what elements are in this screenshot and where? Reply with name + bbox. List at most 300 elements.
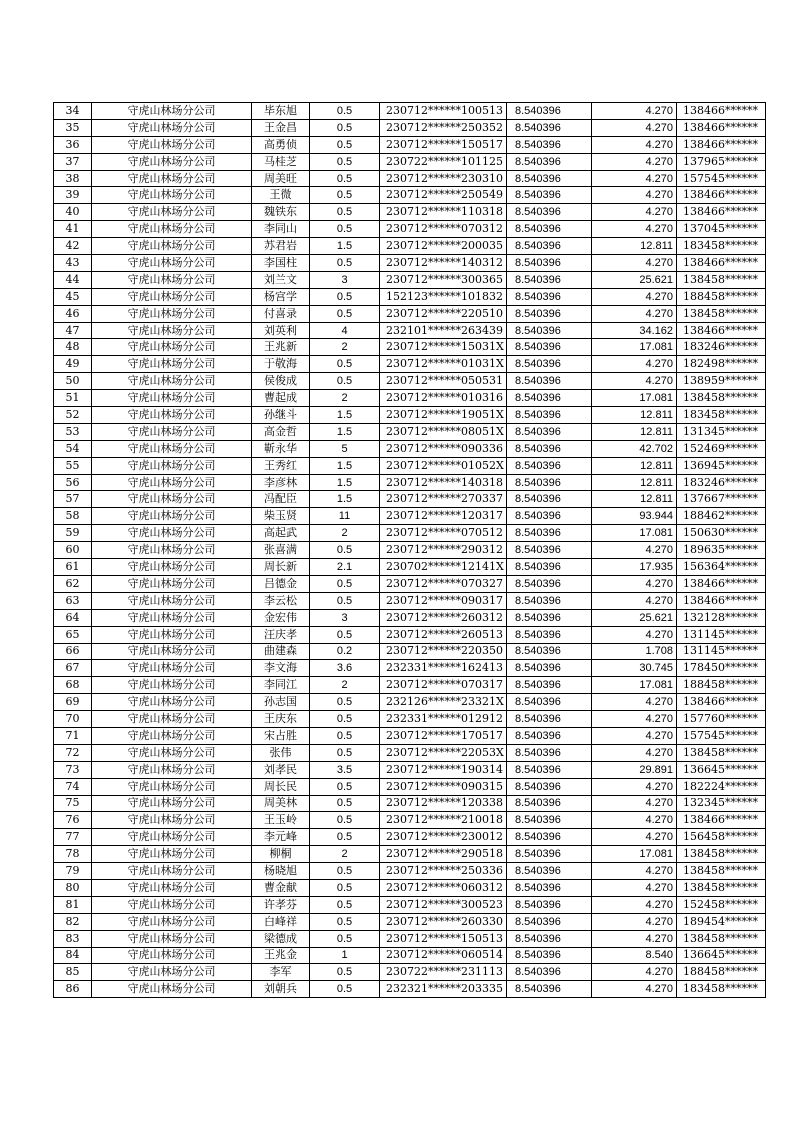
row-number-cell: 36 — [54, 136, 92, 153]
amount-cell: 17.081 — [592, 390, 677, 407]
amount-cell: 4.270 — [592, 913, 677, 930]
unit-cell: 守虎山林场分公司 — [92, 592, 252, 609]
unit-cell: 守虎山林场分公司 — [92, 896, 252, 913]
area-cell: 0.5 — [310, 863, 380, 880]
phone-cell: 132345****** — [677, 795, 766, 812]
row-number-cell: 42 — [54, 238, 92, 255]
amount-cell: 4.270 — [592, 170, 677, 187]
row-number-cell: 43 — [54, 255, 92, 272]
table-row — [54, 238, 766, 255]
row-number-cell: 81 — [54, 896, 92, 913]
unit-price-cell: 8.540396 — [507, 204, 592, 221]
phone-cell: 178450****** — [677, 660, 766, 677]
amount-cell: 4.270 — [592, 103, 677, 120]
unit-cell: 守虎山林场分公司 — [92, 981, 252, 998]
area-cell: 1 — [310, 947, 380, 964]
unit-cell: 守虎山林场分公司 — [92, 373, 252, 390]
unit-cell: 守虎山林场分公司 — [92, 829, 252, 846]
name-cell: 毕东旭 — [252, 103, 310, 120]
table-row — [54, 559, 766, 576]
phone-cell: 188458****** — [677, 288, 766, 305]
name-cell: 杨晓旭 — [252, 863, 310, 880]
table-row — [54, 373, 766, 390]
row-number-cell: 35 — [54, 119, 92, 136]
area-cell: 0.5 — [310, 575, 380, 592]
unit-cell: 守虎山林场分公司 — [92, 711, 252, 728]
area-cell: 0.2 — [310, 643, 380, 660]
phone-cell: 137045****** — [677, 221, 766, 238]
phone-cell: 138466****** — [677, 255, 766, 272]
id-number-cell: 230712******230310 — [380, 170, 507, 187]
unit-cell: 守虎山林场分公司 — [92, 322, 252, 339]
phone-cell: 188458****** — [677, 677, 766, 694]
unit-price-cell: 8.540396 — [507, 119, 592, 136]
name-cell: 柳桐 — [252, 846, 310, 863]
phone-cell: 156458****** — [677, 829, 766, 846]
id-number-cell: 230712******050531 — [380, 373, 507, 390]
table-row — [54, 575, 766, 592]
amount-cell: 17.081 — [592, 846, 677, 863]
area-cell: 0.5 — [310, 103, 380, 120]
unit-cell: 守虎山林场分公司 — [92, 863, 252, 880]
area-cell: 3.6 — [310, 660, 380, 677]
amount-cell: 12.811 — [592, 457, 677, 474]
table-row — [54, 609, 766, 626]
id-number-cell: 230712******270337 — [380, 491, 507, 508]
area-cell: 0.5 — [310, 879, 380, 896]
id-number-cell: 230712******250549 — [380, 187, 507, 204]
amount-cell: 12.811 — [592, 407, 677, 424]
row-number-cell: 38 — [54, 170, 92, 187]
unit-cell: 守虎山林场分公司 — [92, 778, 252, 795]
name-cell: 汪庆孝 — [252, 626, 310, 643]
id-number-cell: 230712******290518 — [380, 846, 507, 863]
unit-price-cell: 8.540396 — [507, 592, 592, 609]
phone-cell: 157760****** — [677, 711, 766, 728]
row-number-cell: 70 — [54, 711, 92, 728]
amount-cell: 4.270 — [592, 542, 677, 559]
name-cell: 孙继斗 — [252, 407, 310, 424]
table-row — [54, 390, 766, 407]
unit-price-cell: 8.540396 — [507, 626, 592, 643]
unit-cell: 守虎山林场分公司 — [92, 812, 252, 829]
table-row — [54, 896, 766, 913]
area-cell: 4 — [310, 322, 380, 339]
row-number-cell: 65 — [54, 626, 92, 643]
table-row — [54, 474, 766, 491]
unit-price-cell: 8.540396 — [507, 964, 592, 981]
name-cell: 苏君岩 — [252, 238, 310, 255]
phone-cell: 183458****** — [677, 238, 766, 255]
amount-cell: 12.811 — [592, 423, 677, 440]
amount-cell: 8.540 — [592, 947, 677, 964]
phone-cell: 138458****** — [677, 846, 766, 863]
area-cell: 0.5 — [310, 829, 380, 846]
phone-cell: 157545****** — [677, 727, 766, 744]
unit-cell: 守虎山林场分公司 — [92, 846, 252, 863]
amount-cell: 4.270 — [592, 863, 677, 880]
unit-cell: 守虎山林场分公司 — [92, 255, 252, 272]
table-row — [54, 727, 766, 744]
unit-cell: 守虎山林场分公司 — [92, 930, 252, 947]
unit-price-cell: 8.540396 — [507, 947, 592, 964]
table-row — [54, 930, 766, 947]
unit-price-cell: 8.540396 — [507, 423, 592, 440]
table-row — [54, 288, 766, 305]
amount-cell: 4.270 — [592, 711, 677, 728]
name-cell: 冯配臣 — [252, 491, 310, 508]
name-cell: 刘兰文 — [252, 271, 310, 288]
amount-cell: 30.745 — [592, 660, 677, 677]
id-number-cell: 152123******101832 — [380, 288, 507, 305]
unit-cell: 守虎山林场分公司 — [92, 947, 252, 964]
table-row — [54, 795, 766, 812]
unit-price-cell: 8.540396 — [507, 575, 592, 592]
amount-cell: 12.811 — [592, 474, 677, 491]
unit-cell: 守虎山林场分公司 — [92, 677, 252, 694]
amount-cell: 4.270 — [592, 153, 677, 170]
row-number-cell: 47 — [54, 322, 92, 339]
name-cell: 曲建森 — [252, 643, 310, 660]
phone-cell: 183246****** — [677, 474, 766, 491]
area-cell: 0.5 — [310, 288, 380, 305]
name-cell: 李同山 — [252, 221, 310, 238]
name-cell: 张喜满 — [252, 542, 310, 559]
name-cell: 魏铁东 — [252, 204, 310, 221]
unit-cell: 守虎山林场分公司 — [92, 508, 252, 525]
name-cell: 周美旺 — [252, 170, 310, 187]
unit-price-cell: 8.540396 — [507, 660, 592, 677]
id-number-cell: 230712******010316 — [380, 390, 507, 407]
id-number-cell: 230712******060312 — [380, 879, 507, 896]
id-number-cell: 230722******101125 — [380, 153, 507, 170]
name-cell: 王金昌 — [252, 119, 310, 136]
unit-price-cell: 8.540396 — [507, 778, 592, 795]
name-cell: 金宏伟 — [252, 609, 310, 626]
amount-cell: 17.935 — [592, 559, 677, 576]
amount-cell: 4.270 — [592, 221, 677, 238]
area-cell: 2 — [310, 390, 380, 407]
area-cell: 3 — [310, 271, 380, 288]
table-row — [54, 744, 766, 761]
phone-cell: 131345****** — [677, 423, 766, 440]
id-number-cell: 230712******220350 — [380, 643, 507, 660]
unit-price-cell: 8.540396 — [507, 491, 592, 508]
phone-cell: 131145****** — [677, 643, 766, 660]
amount-cell: 12.811 — [592, 491, 677, 508]
row-number-cell: 44 — [54, 271, 92, 288]
table-row — [54, 407, 766, 424]
unit-cell: 守虎山林场分公司 — [92, 407, 252, 424]
phone-cell: 138458****** — [677, 390, 766, 407]
area-cell: 3 — [310, 609, 380, 626]
unit-cell: 守虎山林场分公司 — [92, 744, 252, 761]
row-number-cell: 74 — [54, 778, 92, 795]
unit-price-cell: 8.540396 — [507, 440, 592, 457]
row-number-cell: 67 — [54, 660, 92, 677]
row-number-cell: 39 — [54, 187, 92, 204]
amount-cell: 4.270 — [592, 981, 677, 998]
area-cell: 0.5 — [310, 694, 380, 711]
row-number-cell: 82 — [54, 913, 92, 930]
phone-cell: 183458****** — [677, 407, 766, 424]
row-number-cell: 77 — [54, 829, 92, 846]
unit-price-cell: 8.540396 — [507, 187, 592, 204]
amount-cell: 4.270 — [592, 575, 677, 592]
unit-price-cell: 8.540396 — [507, 981, 592, 998]
unit-cell: 守虎山林场分公司 — [92, 136, 252, 153]
amount-cell: 4.270 — [592, 136, 677, 153]
unit-price-cell: 8.540396 — [507, 136, 592, 153]
phone-cell: 138466****** — [677, 812, 766, 829]
id-number-cell: 232101******263439 — [380, 322, 507, 339]
name-cell: 王玉岭 — [252, 812, 310, 829]
unit-cell: 守虎山林场分公司 — [92, 474, 252, 491]
area-cell: 0.5 — [310, 795, 380, 812]
row-number-cell: 80 — [54, 879, 92, 896]
area-cell: 3.5 — [310, 761, 380, 778]
id-number-cell: 230712******08051X — [380, 423, 507, 440]
row-number-cell: 60 — [54, 542, 92, 559]
area-cell: 2.1 — [310, 559, 380, 576]
id-number-cell: 230712******090336 — [380, 440, 507, 457]
table-row — [54, 812, 766, 829]
table-row — [54, 626, 766, 643]
name-cell: 杨宫学 — [252, 288, 310, 305]
unit-cell: 守虎山林场分公司 — [92, 609, 252, 626]
unit-price-cell: 8.540396 — [507, 643, 592, 660]
unit-price-cell: 8.540396 — [507, 863, 592, 880]
amount-cell: 17.081 — [592, 525, 677, 542]
name-cell: 高勇侦 — [252, 136, 310, 153]
amount-cell: 4.270 — [592, 305, 677, 322]
unit-price-cell: 8.540396 — [507, 255, 592, 272]
unit-price-cell: 8.540396 — [507, 896, 592, 913]
name-cell: 吕德金 — [252, 575, 310, 592]
unit-price-cell: 8.540396 — [507, 846, 592, 863]
area-cell: 0.5 — [310, 542, 380, 559]
row-number-cell: 73 — [54, 761, 92, 778]
unit-price-cell: 8.540396 — [507, 153, 592, 170]
row-number-cell: 72 — [54, 744, 92, 761]
unit-price-cell: 8.540396 — [507, 930, 592, 947]
phone-cell: 137965****** — [677, 153, 766, 170]
unit-cell: 守虎山林场分公司 — [92, 423, 252, 440]
area-cell: 1.5 — [310, 457, 380, 474]
unit-price-cell: 8.540396 — [507, 322, 592, 339]
area-cell: 1.5 — [310, 423, 380, 440]
area-cell: 1.5 — [310, 407, 380, 424]
name-cell: 李国柱 — [252, 255, 310, 272]
phone-cell: 138458****** — [677, 271, 766, 288]
unit-price-cell: 8.540396 — [507, 339, 592, 356]
row-number-cell: 56 — [54, 474, 92, 491]
row-number-cell: 84 — [54, 947, 92, 964]
phone-cell: 138458****** — [677, 930, 766, 947]
unit-price-cell: 8.540396 — [507, 474, 592, 491]
area-cell: 0.5 — [310, 711, 380, 728]
area-cell: 1.5 — [310, 238, 380, 255]
phone-cell: 138466****** — [677, 592, 766, 609]
phone-cell: 138959****** — [677, 373, 766, 390]
row-number-cell: 48 — [54, 339, 92, 356]
unit-cell: 守虎山林场分公司 — [92, 153, 252, 170]
unit-cell: 守虎山林场分公司 — [92, 356, 252, 373]
unit-cell: 守虎山林场分公司 — [92, 727, 252, 744]
area-cell: 0.5 — [310, 913, 380, 930]
phone-cell: 131145****** — [677, 626, 766, 643]
id-number-cell: 230722******231113 — [380, 964, 507, 981]
amount-cell: 29.891 — [592, 761, 677, 778]
area-cell: 2 — [310, 677, 380, 694]
table-row — [54, 339, 766, 356]
row-number-cell: 52 — [54, 407, 92, 424]
name-cell: 周长民 — [252, 778, 310, 795]
phone-cell: 183246****** — [677, 339, 766, 356]
area-cell: 2 — [310, 339, 380, 356]
amount-cell: 4.270 — [592, 964, 677, 981]
id-number-cell: 230712******120317 — [380, 508, 507, 525]
id-number-cell: 230712******070327 — [380, 575, 507, 592]
area-cell: 1.5 — [310, 474, 380, 491]
row-number-cell: 78 — [54, 846, 92, 863]
phone-cell: 138466****** — [677, 187, 766, 204]
unit-cell: 守虎山林场分公司 — [92, 643, 252, 660]
unit-price-cell: 8.540396 — [507, 390, 592, 407]
row-number-cell: 75 — [54, 795, 92, 812]
area-cell: 0.5 — [310, 896, 380, 913]
phone-cell: 150630****** — [677, 525, 766, 542]
unit-cell: 守虎山林场分公司 — [92, 187, 252, 204]
name-cell: 许孝芬 — [252, 896, 310, 913]
table-body — [54, 103, 766, 998]
unit-cell: 守虎山林场分公司 — [92, 339, 252, 356]
row-number-cell: 49 — [54, 356, 92, 373]
unit-price-cell: 8.540396 — [507, 879, 592, 896]
unit-price-cell: 8.540396 — [507, 170, 592, 187]
id-number-cell: 230712******300523 — [380, 896, 507, 913]
unit-cell: 守虎山林场分公司 — [92, 390, 252, 407]
name-cell: 刘英利 — [252, 322, 310, 339]
table-row — [54, 356, 766, 373]
area-cell: 0.5 — [310, 964, 380, 981]
table-row — [54, 761, 766, 778]
row-number-cell: 37 — [54, 153, 92, 170]
phone-cell: 138466****** — [677, 103, 766, 120]
phone-cell: 156364****** — [677, 559, 766, 576]
amount-cell: 17.081 — [592, 339, 677, 356]
unit-cell: 守虎山林场分公司 — [92, 457, 252, 474]
phone-cell: 136645****** — [677, 761, 766, 778]
name-cell: 侯俊成 — [252, 373, 310, 390]
unit-cell: 守虎山林场分公司 — [92, 221, 252, 238]
id-number-cell: 230712******190314 — [380, 761, 507, 778]
area-cell: 0.5 — [310, 119, 380, 136]
id-number-cell: 230712******150513 — [380, 930, 507, 947]
area-cell: 5 — [310, 440, 380, 457]
amount-cell: 4.270 — [592, 930, 677, 947]
row-number-cell: 66 — [54, 643, 92, 660]
amount-cell: 4.270 — [592, 829, 677, 846]
unit-price-cell: 8.540396 — [507, 288, 592, 305]
id-number-cell: 230712******22053X — [380, 744, 507, 761]
unit-cell: 守虎山林场分公司 — [92, 660, 252, 677]
amount-cell: 4.270 — [592, 255, 677, 272]
name-cell: 曹金献 — [252, 879, 310, 896]
unit-cell: 守虎山林场分公司 — [92, 491, 252, 508]
phone-cell: 138466****** — [677, 204, 766, 221]
row-number-cell: 57 — [54, 491, 92, 508]
unit-price-cell: 8.540396 — [507, 542, 592, 559]
unit-cell: 守虎山林场分公司 — [92, 795, 252, 812]
unit-cell: 守虎山林场分公司 — [92, 204, 252, 221]
id-number-cell: 232126******23321X — [380, 694, 507, 711]
area-cell: 0.5 — [310, 812, 380, 829]
row-number-cell: 45 — [54, 288, 92, 305]
phone-cell: 138458****** — [677, 744, 766, 761]
unit-cell: 守虎山林场分公司 — [92, 913, 252, 930]
row-number-cell: 71 — [54, 727, 92, 744]
row-number-cell: 51 — [54, 390, 92, 407]
id-number-cell: 230712******220510 — [380, 305, 507, 322]
unit-price-cell: 8.540396 — [507, 221, 592, 238]
row-number-cell: 86 — [54, 981, 92, 998]
name-cell: 张伟 — [252, 744, 310, 761]
id-number-cell: 230702******12141X — [380, 559, 507, 576]
name-cell: 李同江 — [252, 677, 310, 694]
id-number-cell: 232331******012912 — [380, 711, 507, 728]
phone-cell: 183458****** — [677, 981, 766, 998]
row-number-cell: 34 — [54, 103, 92, 120]
area-cell: 0.5 — [310, 626, 380, 643]
row-number-cell: 68 — [54, 677, 92, 694]
table-row — [54, 981, 766, 998]
phone-cell: 138458****** — [677, 863, 766, 880]
name-cell: 梁德成 — [252, 930, 310, 947]
id-number-cell: 230712******070512 — [380, 525, 507, 542]
row-number-cell: 79 — [54, 863, 92, 880]
table-row — [54, 879, 766, 896]
amount-cell: 4.270 — [592, 356, 677, 373]
table-row — [54, 508, 766, 525]
amount-cell: 4.270 — [592, 879, 677, 896]
table-row — [54, 677, 766, 694]
table-row — [54, 660, 766, 677]
name-cell: 白峰祥 — [252, 913, 310, 930]
area-cell: 0.5 — [310, 744, 380, 761]
phone-cell: 157545****** — [677, 170, 766, 187]
id-number-cell: 230712******260312 — [380, 609, 507, 626]
unit-price-cell: 8.540396 — [507, 407, 592, 424]
unit-cell: 守虎山林场分公司 — [92, 761, 252, 778]
unit-price-cell: 8.540396 — [507, 525, 592, 542]
name-cell: 孙志国 — [252, 694, 310, 711]
amount-cell: 4.270 — [592, 694, 677, 711]
id-number-cell: 230712******150517 — [380, 136, 507, 153]
table-row — [54, 457, 766, 474]
unit-price-cell: 8.540396 — [507, 609, 592, 626]
area-cell: 0.5 — [310, 356, 380, 373]
amount-cell: 4.270 — [592, 795, 677, 812]
name-cell: 王兆金 — [252, 947, 310, 964]
row-number-cell: 63 — [54, 592, 92, 609]
table-row — [54, 592, 766, 609]
name-cell: 李彦林 — [252, 474, 310, 491]
table-row — [54, 423, 766, 440]
row-number-cell: 58 — [54, 508, 92, 525]
area-cell: 0.5 — [310, 221, 380, 238]
id-number-cell: 230712******230012 — [380, 829, 507, 846]
